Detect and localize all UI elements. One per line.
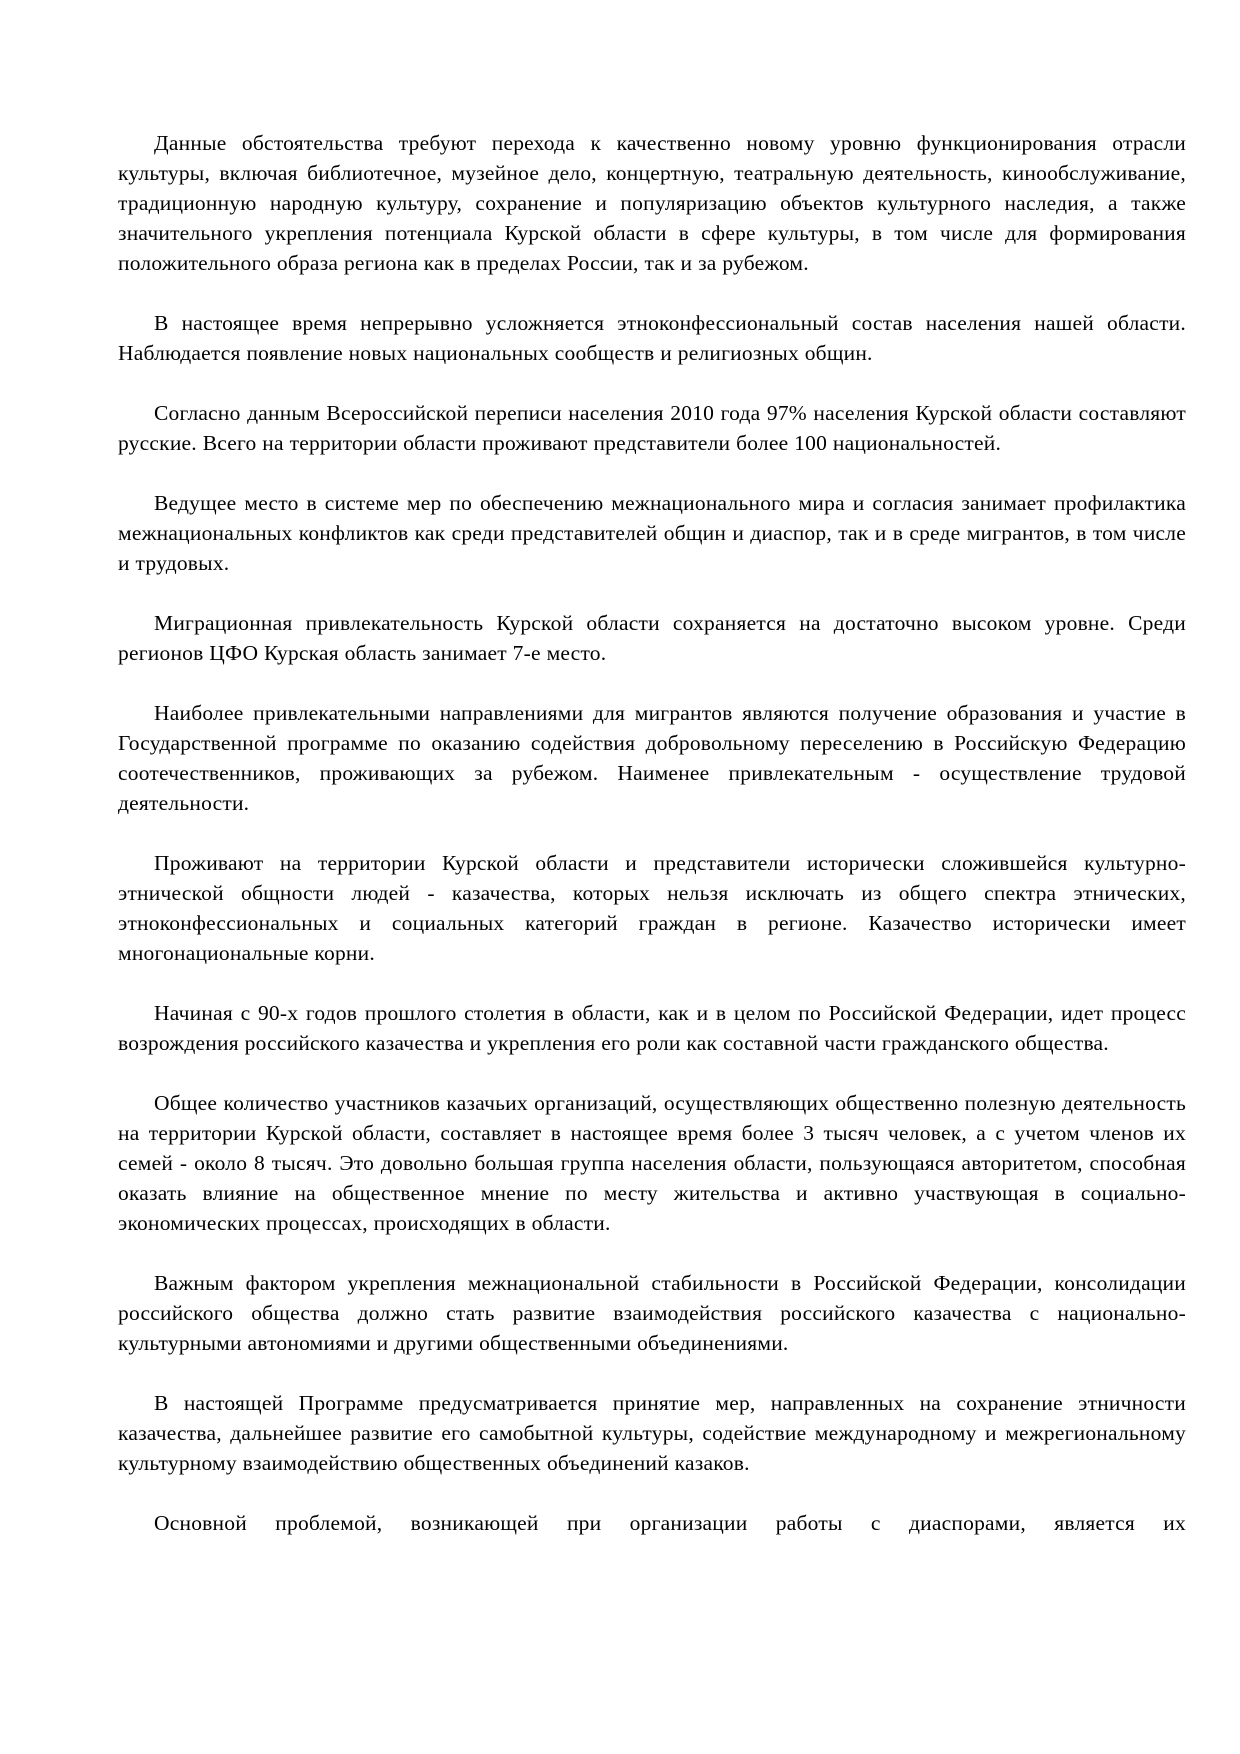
paragraph-8: Начиная с 90-х годов прошлого столетия в области, как и в целом по Российской Федерации, идет процесс возрождения российского казачества и укрепления его роли как составной части гражданского общества. xyxy=(118,1001,1186,1055)
paragraph-4: Ведущее место в системе мер по обеспечению межнационального мира и согласия занимает профилактика межнациональных конфликтов как среди представителей общин и диаспор, так и в среде мигрантов, в том числе и трудовых. xyxy=(118,491,1186,575)
paragraph-9: Общее количество участников казачьих организаций, осуществляющих общественно полезную деятельность на территории Курской области, составляет в настоящее время более 3 тысяч человек, а с учетом членов их семей - около 8 тысяч. Это довольно большая группа населения области, пользующаяся авторитетом, способная оказать влияние на общественное мнение по месту жительства и активно участвующая в социально-экономических процессах, происходящих в области. xyxy=(118,1091,1186,1235)
paragraph-3: Согласно данным Всероссийской переписи населения 2010 года 97% населения Курской области составляют русские. Всего на территории области проживают представители более 100 национальностей. xyxy=(118,401,1186,455)
paragraph-7: Проживают на территории Курской области и представители исторически сложившейся культурно-этнической общности людей - казачества, которых нельзя исключать из общего спектра этнических, этноконфессиональных и социальных категорий граждан в регионе. Казачество исторически имеет многонациональные корни. xyxy=(118,851,1186,965)
paragraph-10: Важным фактором укрепления межнациональной стабильности в Российской Федерации, консолидации российского общества должно стать развитие взаимодействия российского казачества с национально-культурными автономиями и другими общественными объединениями. xyxy=(118,1271,1186,1355)
document-text-body xyxy=(118,128,1186,1568)
paragraph-11: В настоящей Программе предусматривается принятие мер, направленных на сохранение этничности казачества, дальнейшее развитие его самобытной культуры, содействие международному и межрегиональному культурному взаимодействию общественных объединений казаков. xyxy=(118,1391,1186,1475)
paragraph-12: Основной проблемой, возникающей при организации работы с диаспорами, является их xyxy=(154,1511,1186,1535)
paragraph-2: В настоящее время непрерывно усложняется этноконфессиональный состав населения нашей области. Наблюдается появление новых национальных сообществ и религиозных общин. xyxy=(118,311,1186,365)
paragraph-6: Наиболее привлекательными направлениями для мигрантов являются получение образования и участие в Государственной программе по оказанию содействия добровольному переселению в Российскую Федерацию соотечественников, проживающих за рубежом. Наименее привлекательным - осуществление трудовой деятельности. xyxy=(118,701,1186,815)
paragraph-5: Миграционная привлекательность Курской области сохраняется на достаточно высоком уровне. Среди регионов ЦФО Курская область занимает 7-е место. xyxy=(118,611,1186,665)
paragraph-1: Данные обстоятельства требуют перехода к качественно новому уровню функционирования отрасли культуры, включая библиотечное, музейное дело, концертную, театральную деятельность, кинообслуживание, традиционную народную культуру, сохранение и популяризацию объектов культурного наследия, а также значительного укрепления потенциала Курской области в сфере культуры, в том числе для формирования положительного образа региона как в пределах России, так и за рубежом. xyxy=(118,131,1186,275)
